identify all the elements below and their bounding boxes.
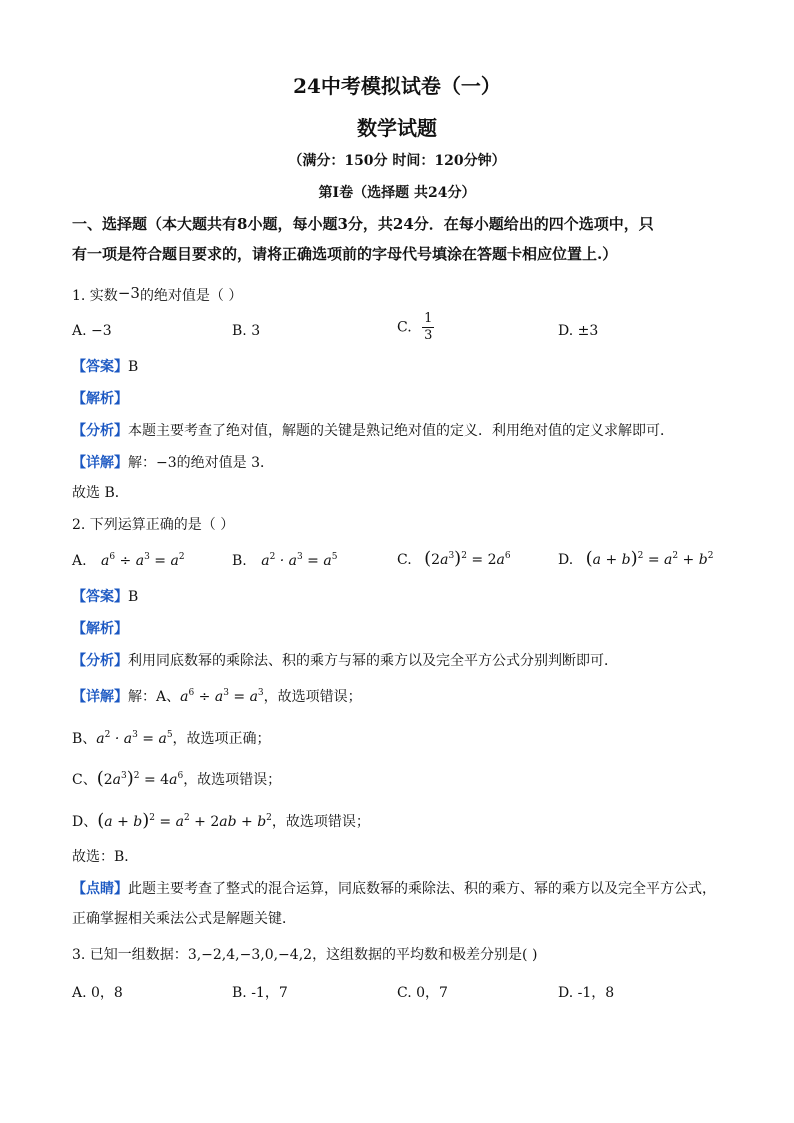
section-instructions-line2: 有一项是符合题目要求的，请将正确选项前的字母代号填涂在答题卡相应位置上.） [72,245,618,263]
q2-option-b-label: B. [232,553,247,569]
q1-option-c [397,311,434,344]
q2-answer-row [72,586,138,608]
detail-tag: 【详解】 [72,689,128,705]
exam-title: 24中考模拟试卷（一） [293,74,501,98]
q3-option-a: A. 0，8 [72,985,123,1001]
q2-detail-d-prefix: D、 [72,814,98,830]
q2-comment-line2: 正确掌握相关乘法公式是解题关键． [72,911,296,927]
q1-conclusion: 故选 B． [72,485,129,501]
q1-answer: B [128,359,139,375]
q3-stem-post: ，这组数据的平均数和极差分别是( ) [312,947,538,963]
q2-detail-row-c [72,768,281,791]
fraction-denominator: 3 [424,328,433,343]
detail-tag: 【详解】 [72,455,128,471]
exam-subject: 数学试题 [357,116,437,140]
q2-option-a [72,550,185,572]
q3-option-d: D. -1，8 [558,985,615,1001]
q2-option-d-expr: $(a + b)^2 = a^2 + b^2$ [585,548,714,569]
q1-stem-pre: 1. 实数 [72,288,118,304]
fenxi-tag: 【分析】 [72,653,128,669]
q2-detail-b-expr: $a^2 \cdot a^3 = a^5$ [96,730,173,747]
q2-detail-row-b [72,728,271,750]
q3-option-c: C. 0，7 [397,985,448,1001]
q2-option-b [232,550,337,572]
fenxi-tag: 【分析】 [72,423,128,439]
q1-option-a: A. −3 [72,323,112,339]
q3-stem-pre: 3. 已知一组数据： [72,947,188,963]
q2-detail-b-prefix: B、 [72,731,97,747]
q2-detail-d-suffix: ，故选项错误； [271,814,370,830]
fraction-numerator: 1 [424,311,433,326]
q1-detail-text: 解：−3的绝对值是 3． [128,455,274,471]
answer-tag: 【答案】 [72,589,128,605]
analysis-tag: 【解析】 [72,391,128,407]
q2-detail-c-suffix: ，故选项错误； [183,772,282,788]
analysis-tag: 【解析】 [72,621,128,637]
part-heading: 第I卷（选择题 共24分） [318,185,476,201]
q2-stem: 2. 下列运算正确的是（ ） [72,517,235,533]
q1-stem-post: 的绝对值是（ ） [139,288,243,304]
q2-detail-d-expr: $(a + b)^2 = a^2 + 2ab + b^2$ [97,810,272,831]
q2-fenxi-text: 利用同底数幂的乘除法、积的乘方与幂的乘方以及完全平方公式分别判断即可． [128,653,618,669]
q2-comment-line1: 此题主要考查了整式的混合运算，同底数幂的乘除法、积的乘方、幂的乘方以及完全平方公式， [128,881,716,897]
q2-detail-b-suffix: ，故选项正确； [172,731,271,747]
q2-option-c [397,548,511,571]
q2-detail-c-expr: $(2a^3)^2 = 4a^6$ [96,768,184,789]
q1-fenxi-text: 本题主要考查了绝对值，解题的关键是熟记绝对值的定义．利用绝对值的定义求解即可． [128,423,674,439]
q1-answer-row [72,356,138,378]
q1-option-c-label: C. [397,319,412,336]
section-instructions-line1: 一、选择题（本大题共有8小题，每小题3分，共24分．在每小题给出的四个选项中，只 [72,215,654,233]
q1-fenxi-row [72,420,674,442]
q2-option-d-label: D. [558,552,574,568]
q2-option-a-label: A. [72,553,87,569]
q1-option-c-fraction [422,311,434,344]
q2-option-a-expr: $a^6 \div a^3 = a^2$ [101,552,185,569]
q2-option-c-label: C. [397,552,412,568]
q2-option-b-expr: $a^2 \cdot a^3 = a^5$ [261,552,338,569]
q1-stem-value: −3 [117,284,140,302]
q2-comment-row [72,878,716,900]
q2-conclusion: 故选：B． [72,849,139,865]
q1-option-d: D. ±3 [558,323,599,339]
q2-detail-a-suffix: ，故选项错误； [263,689,362,705]
q1-option-b: B. 3 [232,323,261,339]
q2-fenxi-row [72,650,618,672]
q2-detail-row-d [72,810,370,833]
q1-detail-row [72,452,274,474]
q2-answer: B [128,589,139,605]
q2-detail-row-a [72,686,362,708]
q2-detail-c-prefix: C、 [72,772,97,788]
q3-stem-data: 3,−2,4,−3,0,−4,2 [187,947,313,963]
q2-option-c-expr: $(2a^3)^2 = 2a^6$ [424,548,511,569]
q3-stem [72,944,537,966]
q2-detail-prefix: 解：A、 [128,689,181,705]
exam-meta: （满分：150分 时间：120分钟） [288,153,506,169]
q1-stem [72,282,242,307]
comment-tag: 【点睛】 [72,881,128,897]
answer-tag: 【答案】 [72,359,128,375]
q2-detail-a-expr: $a^6 \div a^3 = a^3$ [180,688,264,705]
q2-option-d [558,548,713,571]
q3-option-b: B. -1，7 [232,985,288,1001]
q1-analysis-heading [72,388,128,410]
q2-analysis-heading [72,618,128,640]
